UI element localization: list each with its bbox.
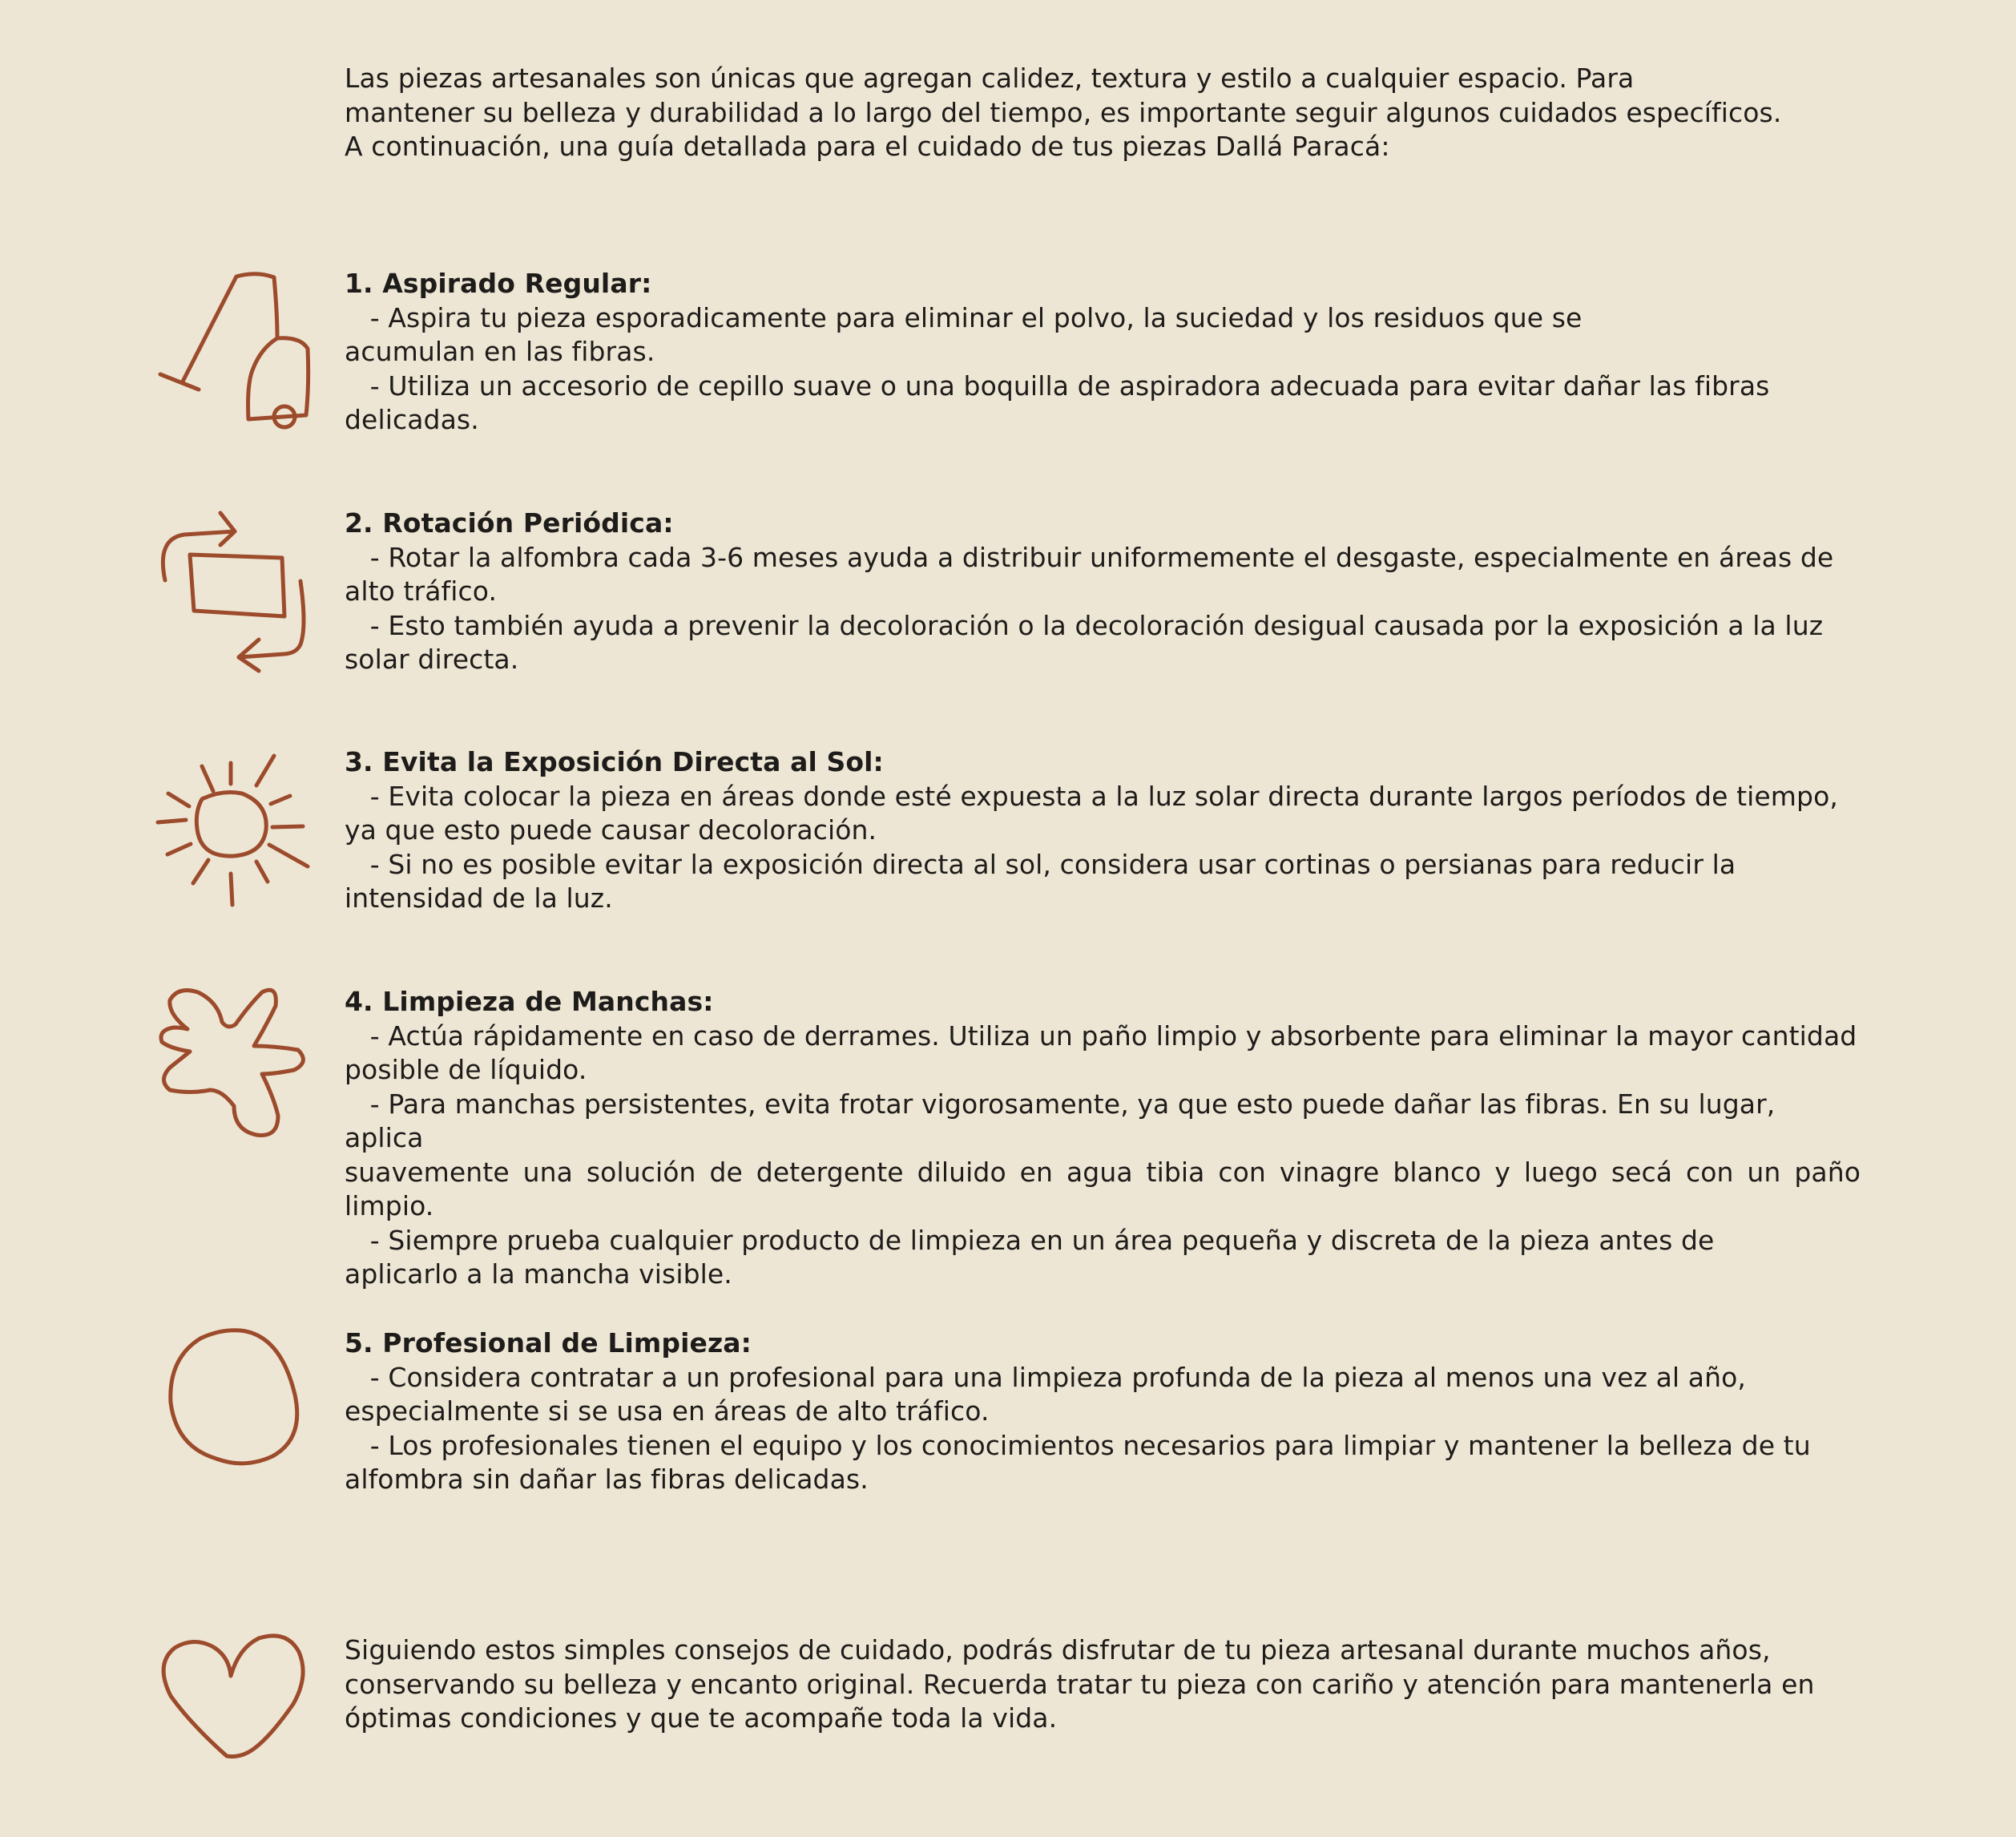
- section-line: especialmente si se usa en áreas de alto tráfico.: [345, 1395, 990, 1427]
- section-line: acumulan en las fibras.: [345, 336, 655, 367]
- section-title: 5. Profesional de Limpieza:: [345, 1327, 752, 1359]
- section-line: delicadas.: [345, 404, 479, 435]
- section-line: - Utiliza un accesorio de cepillo suave o una boquilla de aspiradora adecuada para evitar dañar las fibras: [345, 369, 1770, 402]
- section-line: solar directa.: [345, 644, 519, 675]
- section-line: intensidad de la luz.: [345, 882, 613, 914]
- sun-icon: [154, 749, 314, 910]
- section-line: alto tráfico.: [345, 575, 498, 607]
- section-line: - Siempre prueba cualquier producto de limpieza en un área pequeña y discreta de la pieza antes de: [345, 1224, 1715, 1256]
- intro-paragraph: [345, 62, 1861, 164]
- intro-line: A continuación, una guía detallada para el cuidado de tus piezas Dallá Paracá:: [345, 131, 1390, 162]
- section-aspirado: [345, 267, 1861, 438]
- section-sol: [345, 745, 1861, 916]
- stain-icon: [154, 986, 314, 1146]
- circle-icon: [164, 1326, 308, 1471]
- section-line: - Aspira tu pieza esporadicamente para eliminar el polvo, la suciedad y los residuos que se: [345, 301, 1583, 333]
- section-line: - Evita colocar la pieza en áreas donde esté expuesta a la luz solar directa durante largos períodos de tiempo,: [345, 780, 1838, 812]
- intro-line: Las piezas artesanales son únicas que agregan calidez, textura y estilo a cualquier espacio. Para: [345, 63, 1635, 94]
- section-manchas: [345, 985, 1861, 1292]
- section-title: 3. Evita la Exposición Directa al Sol:: [345, 746, 884, 777]
- closing-line: óptimas condiciones y que te acompañe toda la vida.: [345, 1702, 1058, 1734]
- section-rotacion: [345, 507, 1861, 677]
- section-line: - Los profesionales tienen el equipo y los conocimientos necesarios para limpiar y mantener la belleza de tu: [345, 1429, 1811, 1461]
- rotate-icon: [156, 507, 317, 675]
- section-line: posible de líquido.: [345, 1054, 587, 1085]
- section-title: 4. Limpieza de Manchas:: [345, 986, 714, 1017]
- closing-line: conservando su belleza y encanto original. Recuerda tratar tu pieza con cariño y atención para mantenerla en: [345, 1668, 1815, 1700]
- section-line: - Esto también ayuda a prevenir la decoloración o la decoloración desigual causada por la exposición a la luz: [345, 609, 1824, 641]
- section-title: 1. Aspirado Regular:: [345, 268, 652, 299]
- heart-icon: [159, 1632, 311, 1760]
- section-line: - Para manchas persistentes, evita frotar vigorosamente, ya que esto puede dañar las fibras. En su lugar, aplica: [345, 1088, 1784, 1153]
- section-line: ya que esto puede causar decoloración.: [345, 814, 877, 846]
- section-line: - Rotar la alfombra cada 3-6 meses ayuda a distribuir uniformemente el desgaste, especialmente en áreas de: [345, 541, 1834, 573]
- section-profesional: [345, 1326, 1861, 1497]
- section-line: aplicarlo a la mancha visible.: [345, 1258, 732, 1290]
- vacuum-icon: [152, 273, 321, 433]
- section-line: - Si no es posible evitar la exposición directa al sol, considera usar cortinas o persianas para reducir la: [345, 848, 1736, 880]
- section-line: alfombra sin dañar las fibras delicadas.: [345, 1464, 869, 1495]
- section-line: limpio.: [345, 1190, 434, 1221]
- closing-line: Siguiendo estos simples consejos de cuidado, podrás disfrutar de tu pieza artesanal durante muchos años,: [345, 1634, 1771, 1665]
- section-line: - Considera contratar a un profesional para una limpieza profunda de la pieza al menos una vez al año,: [345, 1361, 1746, 1393]
- section-line: suavemente una solución de detergente diluido en agua tibia con vinagre blanco y luego secá con un paño: [345, 1156, 1861, 1188]
- closing-paragraph: [345, 1633, 1861, 1736]
- section-title: 2. Rotación Periódica:: [345, 507, 674, 539]
- section-line: - Actúa rápidamente en caso de derrames. Utiliza un paño limpio y absorbente para eliminar la mayor cantidad: [345, 1019, 1857, 1052]
- intro-line: mantener su belleza y durabilidad a lo largo del tiempo, es importante seguir algunos cuidados específicos.: [345, 96, 1782, 128]
